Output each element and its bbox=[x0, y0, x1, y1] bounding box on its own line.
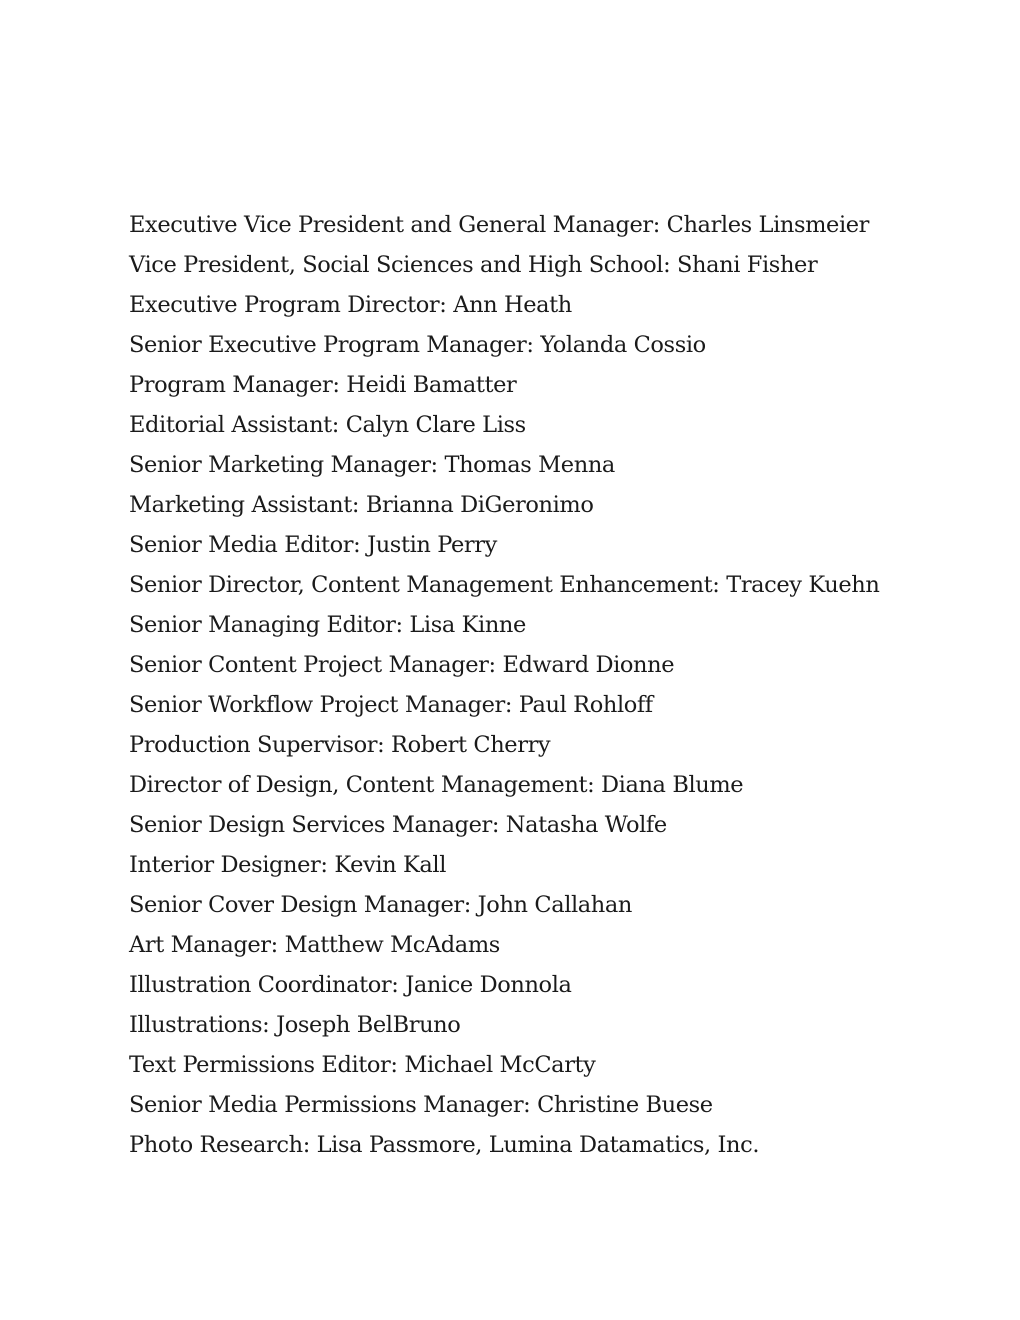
credits-list bbox=[129, 205, 879, 1165]
credit-line: Vice President, Social Sciences and High School: Shani Fisher bbox=[129, 252, 818, 278]
credit-line: Senior Cover Design Manager: John Callahan bbox=[129, 892, 633, 918]
credit-line: Executive Program Director: Ann Heath bbox=[129, 292, 572, 318]
credit-line: Director of Design, Content Management: Diana Blume bbox=[129, 772, 744, 798]
credit-line: Editorial Assistant: Calyn Clare Liss bbox=[129, 412, 526, 438]
credit-line: Interior Designer: Kevin Kall bbox=[129, 852, 447, 878]
credit-line: Text Permissions Editor: Michael McCarty bbox=[129, 1052, 596, 1078]
credit-line: Senior Content Project Manager: Edward Dionne bbox=[129, 652, 675, 678]
credit-line: Senior Director, Content Management Enhancement: Tracey Kuehn bbox=[129, 572, 880, 598]
credit-line: Program Manager: Heidi Bamatter bbox=[129, 372, 517, 398]
credit-line: Senior Design Services Manager: Natasha Wolfe bbox=[129, 812, 667, 838]
credit-line: Senior Marketing Manager: Thomas Menna bbox=[129, 452, 615, 478]
credit-line: Illustrations: Joseph BelBruno bbox=[129, 1012, 461, 1038]
credit-line: Senior Workflow Project Manager: Paul Rohloff bbox=[129, 692, 653, 718]
credit-line: Production Supervisor: Robert Cherry bbox=[129, 732, 551, 758]
credit-line: Executive Vice President and General Manager: Charles Linsmeier bbox=[129, 212, 870, 238]
credit-line: Marketing Assistant: Brianna DiGeronimo bbox=[129, 492, 594, 518]
credit-line: Art Manager: Matthew McAdams bbox=[129, 932, 500, 958]
credit-line: Senior Media Permissions Manager: Christine Buese bbox=[129, 1092, 713, 1118]
credit-line: Senior Media Editor: Justin Perry bbox=[129, 532, 497, 558]
credit-line: Senior Managing Editor: Lisa Kinne bbox=[129, 612, 526, 638]
credit-line: Photo Research: Lisa Passmore, Lumina Datamatics, Inc. bbox=[129, 1132, 760, 1158]
credit-line: Illustration Coordinator: Janice Donnola bbox=[129, 972, 572, 998]
credit-line: Senior Executive Program Manager: Yolanda Cossio bbox=[129, 332, 706, 358]
